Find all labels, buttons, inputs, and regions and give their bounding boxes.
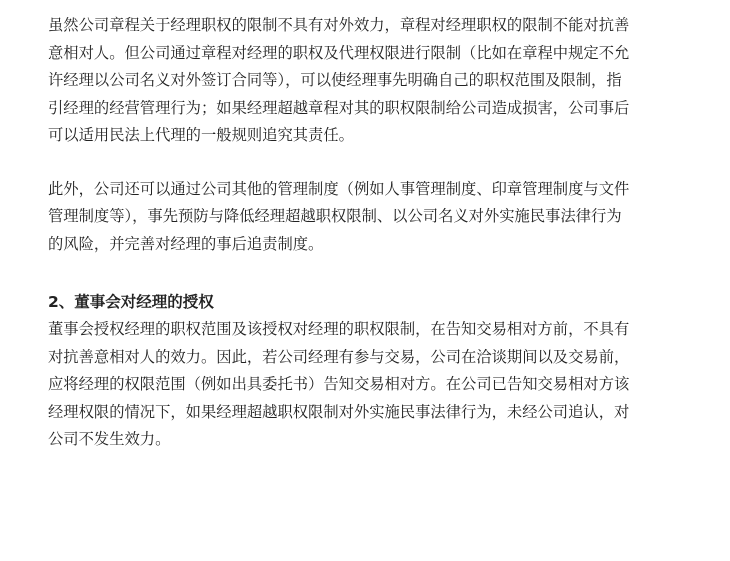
section-heading: 2、董事会对经理的授权: [48, 293, 214, 311]
text-line: 应将经理的权限范围（例如出具委托书）告知交易相对方。在公司已告知交易相对方该: [48, 375, 630, 393]
text-line: 意相对人。但公司通过章程对经理的职权及代理权限进行限制（比如在章程中规定不允: [48, 43, 630, 62]
text-line: 的风险，并完善对经理的事后追责制度。: [48, 234, 324, 253]
text-line: 许经理以公司名义对外签订合同等），可以使经理事先明确自己的职权范围及限制，指: [48, 71, 622, 89]
paragraph-board-authorization: [48, 316, 708, 454]
paragraph-spacer: [48, 150, 708, 176]
article-body: [48, 12, 708, 454]
text-line: 虽然公司章程关于经理职权的限制不具有对外效力，章程对经理职权的限制不能对抗善: [48, 16, 630, 34]
text-line: 此外，公司还可以通过公司其他的管理制度（例如人事管理制度、印章管理制度与文件: [48, 179, 630, 198]
text-line: 董事会授权经理的职权范围及该授权对经理的职权限制，在告知交易相对方前，不具有: [48, 320, 630, 338]
paragraph-management-systems: [48, 176, 708, 259]
text-line: 公司不发生效力。: [48, 430, 171, 448]
text-line: 管理制度等），事先预防与降低经理超越职权限制、以公司名义对外实施民事法律行为: [48, 207, 622, 225]
text-line: 可以适用民法上代理的一般规则追究其责任。: [48, 126, 354, 144]
paragraph-spacer: [48, 258, 708, 289]
text-line: 对抗善意相对人的效力。因此，若公司经理有参与交易，公司在洽谈期间以及交易前，: [48, 347, 630, 366]
text-line: 经理权限的情况下，如果经理超越职权限制对外实施民事法律行为，未经公司追认，对: [48, 402, 630, 421]
paragraph-charter-limits: [48, 12, 708, 150]
text-line: 引经理的经营管理行为；如果经理超越章程对其的职权限制给公司造成损害，公司事后: [48, 98, 630, 117]
